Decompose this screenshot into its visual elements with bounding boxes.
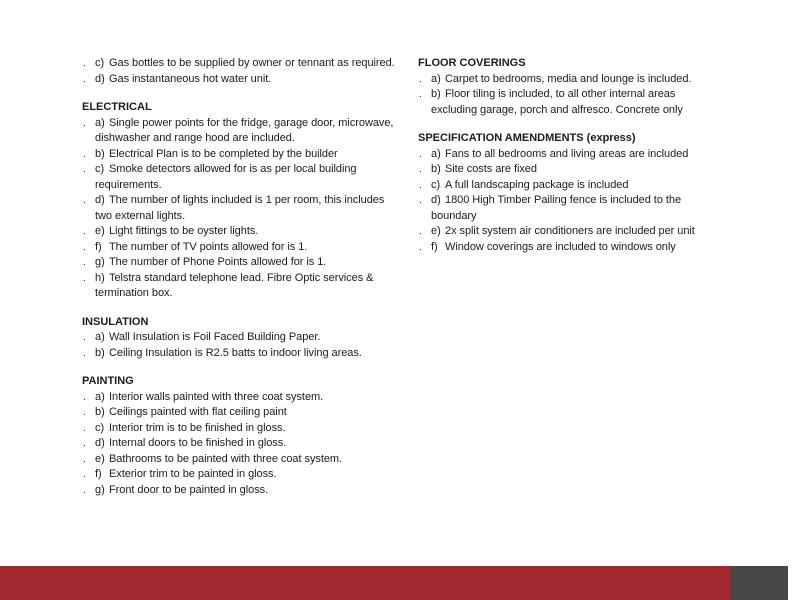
item-letter: c) — [95, 57, 105, 69]
list-item — [82, 421, 404, 437]
bullet-dot: . — [83, 148, 86, 160]
bullet-dot: . — [419, 89, 422, 100]
bullet-dot: . — [419, 73, 422, 85]
list-item — [418, 147, 718, 163]
section-header: INSULATION — [82, 315, 149, 328]
bullet-dot: . — [83, 195, 86, 206]
item-letter: f) — [95, 468, 102, 480]
item-letter: g) — [95, 256, 105, 268]
item-text: Carpet to bedrooms, media and lounge is included. — [445, 72, 692, 85]
item-text: 2x split system air conditioners are included per unit — [445, 225, 695, 237]
bullet-dot: . — [83, 438, 86, 449]
bullet-dot: . — [419, 164, 422, 175]
item-letter: b) — [95, 406, 105, 418]
section — [82, 374, 404, 498]
list-item — [82, 405, 404, 421]
section-header: PAINTING — [82, 375, 134, 387]
item-letter: d) — [95, 72, 105, 85]
bullet-dot: . — [419, 241, 422, 253]
item-letter: b) — [95, 346, 105, 359]
item-letter: c) — [95, 163, 105, 175]
item-letter: a) — [95, 331, 105, 343]
list-item — [82, 240, 404, 256]
item-text: Interior walls painted with three coat system. — [109, 390, 324, 403]
item-letter: f) — [431, 240, 438, 253]
list-item — [82, 452, 404, 468]
item-letter: e) — [431, 225, 441, 237]
item-text: Gas instantaneous hot water unit. — [109, 72, 272, 85]
bullet-dot: . — [83, 484, 86, 496]
item-text: Interior trim is to be finished in gloss. — [109, 421, 286, 434]
item-letter: b) — [431, 163, 441, 175]
bullet-dot: . — [83, 257, 86, 268]
item-text: Site costs are fixed — [445, 163, 537, 175]
list-item — [82, 255, 404, 271]
bullet-dot: . — [419, 226, 422, 237]
list-item — [82, 346, 404, 362]
footer-accent-bar — [0, 566, 731, 600]
bullet-dot: . — [83, 407, 86, 418]
item-text: Gas bottles to be supplied by owner or tennant as required. — [109, 57, 395, 69]
item-text: The number of lights included is 1 per room, this includes two external lights. — [95, 194, 385, 222]
item-text: Smoke detectors allowed for is as per local building requirements. — [95, 163, 357, 191]
item-text: Bathrooms to be painted with three coat system. — [109, 452, 343, 465]
list-item — [82, 436, 404, 452]
bullet-dot: . — [83, 391, 86, 403]
section-header: FLOOR COVERINGS — [418, 57, 526, 69]
section — [82, 315, 404, 362]
bullet-dot: . — [419, 179, 422, 191]
item-text: Fans to all bedrooms and living areas are included — [445, 147, 689, 160]
bullet-dot: . — [83, 272, 86, 284]
section-header: ELECTRICAL — [82, 101, 152, 113]
item-letter: e) — [95, 452, 105, 465]
list-item — [82, 56, 404, 72]
list-item — [418, 193, 718, 224]
item-letter: b) — [431, 88, 441, 100]
item-letter: a) — [95, 390, 105, 403]
bullet-dot: . — [83, 347, 86, 359]
list-item — [82, 330, 404, 346]
item-text: The number of TV points allowed for is 1. — [109, 240, 308, 253]
item-letter: a) — [431, 147, 441, 160]
bullet-dot: . — [83, 422, 86, 434]
right-column — [418, 56, 718, 255]
item-text: Ceiling Insulation is R2.5 batts to indoor living areas. — [109, 346, 362, 359]
bullet-dot: . — [83, 241, 86, 253]
section — [418, 56, 718, 118]
item-letter: e) — [95, 225, 105, 237]
item-letter: d) — [95, 194, 105, 206]
section-header: SPECIFICATION AMENDMENTS (express) — [418, 132, 636, 144]
item-text: Light fittings to be oyster lights. — [109, 225, 259, 237]
item-text: Electrical Plan is to be completed by the builder — [109, 147, 338, 160]
bullet-dot: . — [83, 164, 86, 175]
bullet-dot: . — [419, 195, 422, 206]
bullet-dot: . — [83, 58, 86, 69]
bullet-dot: . — [83, 469, 86, 480]
item-text: Ceilings painted with flat ceiling paint — [109, 406, 287, 418]
list-item — [82, 72, 404, 88]
item-letter: c) — [431, 178, 441, 191]
item-letter: b) — [95, 147, 105, 160]
bullet-dot: . — [83, 226, 86, 237]
item-letter: d) — [431, 194, 441, 206]
item-letter: d) — [95, 437, 105, 449]
item-text: Wall Insulation is Foil Faced Building Paper. — [109, 331, 321, 343]
item-text: Telstra standard telephone lead. Fibre Optic services & termination box. — [95, 271, 374, 299]
item-text: Internal doors to be finished in gloss. — [109, 437, 287, 449]
item-text: Window coverings are included to windows only — [445, 240, 676, 253]
item-text: A full landscaping package is included — [445, 178, 629, 191]
list-item — [418, 162, 718, 178]
list-item — [82, 162, 404, 193]
footer-corner-block — [731, 566, 788, 600]
list-item — [418, 240, 718, 256]
bullet-dot: . — [83, 332, 86, 343]
item-letter: h) — [95, 271, 105, 284]
item-letter: g) — [95, 483, 105, 496]
list-item — [418, 72, 718, 88]
section — [82, 56, 404, 87]
item-letter: a) — [95, 116, 105, 129]
item-text: Floor tiling is included, to all other internal areas excluding garage, porch and alfresco. Concrete only — [431, 88, 683, 116]
list-item — [82, 483, 404, 499]
list-item — [82, 390, 404, 406]
list-item — [418, 178, 718, 194]
bullet-dot: . — [83, 73, 86, 85]
item-text: Single power points for the fridge, garage door, microwave, dishwasher and range hood are included. — [95, 116, 394, 144]
list-item — [82, 116, 404, 147]
item-letter: c) — [95, 421, 105, 434]
item-letter: a) — [431, 72, 441, 85]
list-item — [82, 193, 404, 224]
item-text: Exterior trim to be painted in gloss. — [109, 468, 277, 480]
item-text: The number of Phone Points allowed for is 1. — [109, 256, 327, 268]
section — [82, 100, 404, 302]
item-text: 1800 High Timber Pailing fence is included to the boundary — [431, 194, 682, 222]
left-column — [82, 56, 404, 498]
item-letter: f) — [95, 240, 102, 253]
list-item — [418, 224, 718, 240]
list-item — [82, 224, 404, 240]
list-item — [418, 87, 718, 118]
bullet-dot: . — [83, 117, 86, 129]
list-item — [82, 147, 404, 163]
list-item — [82, 271, 404, 302]
section — [418, 131, 718, 255]
bullet-dot: . — [419, 148, 422, 160]
bullet-dot: . — [83, 453, 86, 465]
item-text: Front door to be painted in gloss. — [109, 483, 269, 496]
list-item — [82, 467, 404, 483]
